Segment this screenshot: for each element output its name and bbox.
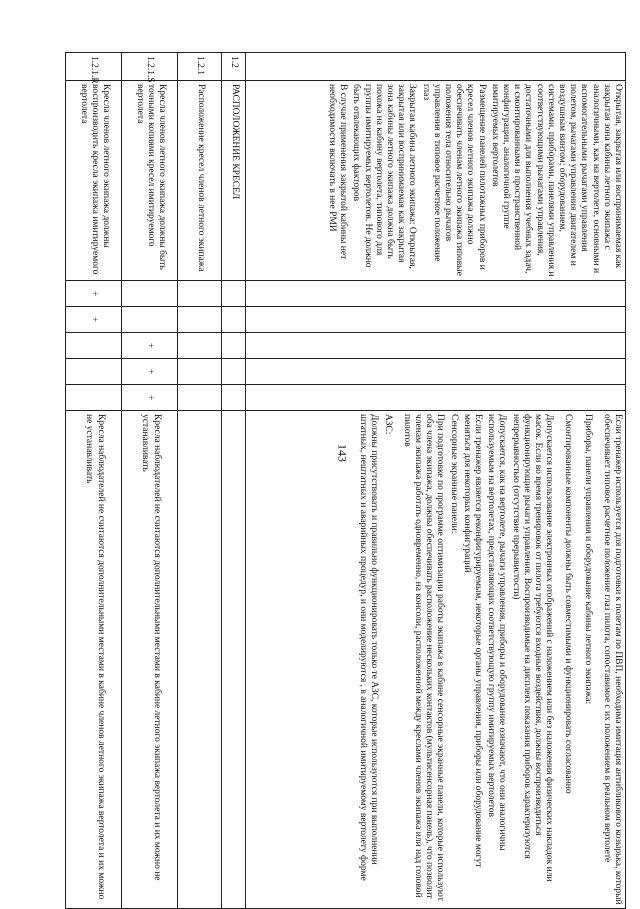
comment-cell (178, 411, 222, 909)
requirement-paragraph: Кресла членов летного экипажа должны воспроизводить кресла экипажа имитируемого вертолета (78, 84, 112, 275)
requirement-paragraph: Расположение кресел членов летного экипажа (196, 84, 207, 272)
table-row (222, 53, 246, 909)
level-mark (222, 307, 246, 333)
table-row (122, 53, 178, 909)
level-mark (246, 359, 626, 385)
comment-paragraph: При подготовке по программе оптимизации работы экипажа в кабине сенсорные экранные панели, которые используют оба члена экипажа, должны обеспечивать расположение нескольких контактов (мультисенсорная панель), что позволит членам экипажа работать одновременно, на консоли, расположенной между креслами членов экипажа или над головой пилотов (401, 414, 446, 901)
row-number (246, 53, 626, 81)
comment-cell (66, 411, 122, 909)
requirement-paragraph: РАСПОЛОЖЕНИЕ КРЕСЕЛ (230, 84, 241, 200)
comment-paragraph: Если тренажер используется для подготовки к полетам по ПВП, необходима имитация антибликового козырька, который обеспечивает типовое расчетное положение глаз пилота, сопоставимое с их положением в реальном вертолете (601, 414, 623, 905)
level-mark: + (66, 281, 122, 307)
level-mark (66, 359, 122, 385)
level-mark (178, 307, 222, 333)
comment-paragraph: Допускается использование электронных отображений с наложением или без наложения физических накладок или масок. Если во время тренировок от пилота требуются входные воздействия, должны воспроизводиться функционирующие рычаги управления. Воспроизводимые на дисплеях показания приборов характеризуются непрерывностью (отсутствие прерывистости) (510, 414, 555, 882)
level-mark (178, 333, 222, 359)
level-mark (122, 307, 178, 333)
level-mark (178, 281, 222, 307)
comment-paragraph: АЗС: (382, 414, 393, 435)
level-mark (178, 359, 222, 385)
level-mark: + (122, 385, 178, 411)
requirement-paragraph: В случае применения закрытой кабины нет необходимости включать в нее РМИ (326, 84, 349, 260)
comment-paragraph: Сенсорные экранные панели: (448, 414, 459, 534)
requirement-paragraph: Размещение панелей пилотажных приборов и кресел членов летного экипажа должно обеспечивать членам летного экипажа типовые положения тела относительно рычагов управления в типовое расчетное положение глаз (420, 84, 487, 276)
requirement-cell (246, 81, 626, 281)
level-mark (246, 385, 626, 411)
requirements-table (65, 52, 626, 909)
level-mark: + (122, 333, 178, 359)
requirement-paragraph: Кресла членов летного экипажа должны быть точными копиями кресел имитируемого вертолета (134, 84, 168, 270)
row-number: 1.2.1.S (122, 53, 178, 81)
level-mark: + (122, 359, 178, 385)
level-mark (222, 333, 246, 359)
comment-paragraph: Должны присутствовать и правильно функционировать только те АЗС, которые используются при выполнении штатных, нештатных и аварийных процедур, и они моделируются , в аналогичной имитируемому вертолету форме (358, 414, 380, 881)
comment-paragraph: Приборы, панели управления и оборудование кабины летного экипажа: (582, 414, 593, 705)
level-mark (222, 359, 246, 385)
comment-paragraph: Если тренажер является реконфигурируемым, некоторые органы управления, приборы или оборудование могут меняться для некоторых конфигураций (461, 414, 483, 868)
level-mark (66, 333, 122, 359)
comment-cell (222, 411, 246, 909)
level-mark (222, 385, 246, 411)
level-mark (66, 385, 122, 411)
level-mark (246, 281, 626, 307)
requirement-cell (222, 81, 246, 281)
table-row (246, 53, 626, 909)
row-number: 1.2.1.R (66, 53, 122, 81)
table-row (66, 53, 122, 909)
level-mark (222, 281, 246, 307)
requirement-cell (122, 81, 178, 281)
comment-paragraph: Кресла наблюдателей не считаются дополнительными местами в кабине летного экипажа вертолета и их можно не устанавливать (140, 414, 162, 881)
level-mark: + (66, 307, 122, 333)
requirement-paragraph: Открытая, закрытая или воспринимаемая как закрытая зона кабины летного экипажа с аналогичными, как на вертолете, основными и вспомогательными рычагами управления полетом, рычагами управления двигателем и воздушным винтом; оборудованием, системами, приборами, панелями управления и соответствующими рычагами управления, достаточными для выполнения учебных задач, и смонтированными в пространственной конфигурации, аналогичной группе имитируемых вертолетов (489, 84, 623, 277)
comment-paragraph: Кресла наблюдателей не считаются дополнительными местами в кабине членов летного экипажа вертолета и их можно не устанавливать (84, 414, 106, 900)
requirement-cell (178, 81, 222, 281)
requirement-paragraph: Закрытая кабина летного экипажа: Открытая, закрытая или воспринимаемая как закрытая зона кабины летного экипажа должна быть похожа на кабину вертолета, типового для группы имитируемых вертолетов. Не должно быть отвлекающих факторов (351, 84, 418, 269)
level-mark (178, 385, 222, 411)
comment-paragraph: Допускается, как на вертолете, рычаги управления, приборы и оборудование означают, что они аналогичны используемым на вертолетах, представляющих соответствующую группу имитируемых вертолетов (486, 414, 508, 851)
page-number: 143 (335, 444, 350, 462)
level-mark (122, 281, 178, 307)
comment-cell (122, 411, 178, 909)
comment-cell (246, 411, 626, 909)
level-mark (246, 333, 626, 359)
table-row (178, 53, 222, 909)
requirement-cell (66, 81, 122, 281)
level-mark (246, 307, 626, 333)
rotated-page (36, 52, 626, 908)
comment-paragraph: Смонтированные компоненты должны быть совместимыми и функционировать согласованно (563, 414, 574, 794)
row-number: 1.2 (222, 53, 246, 81)
row-number: 1.2.1 (178, 53, 222, 81)
